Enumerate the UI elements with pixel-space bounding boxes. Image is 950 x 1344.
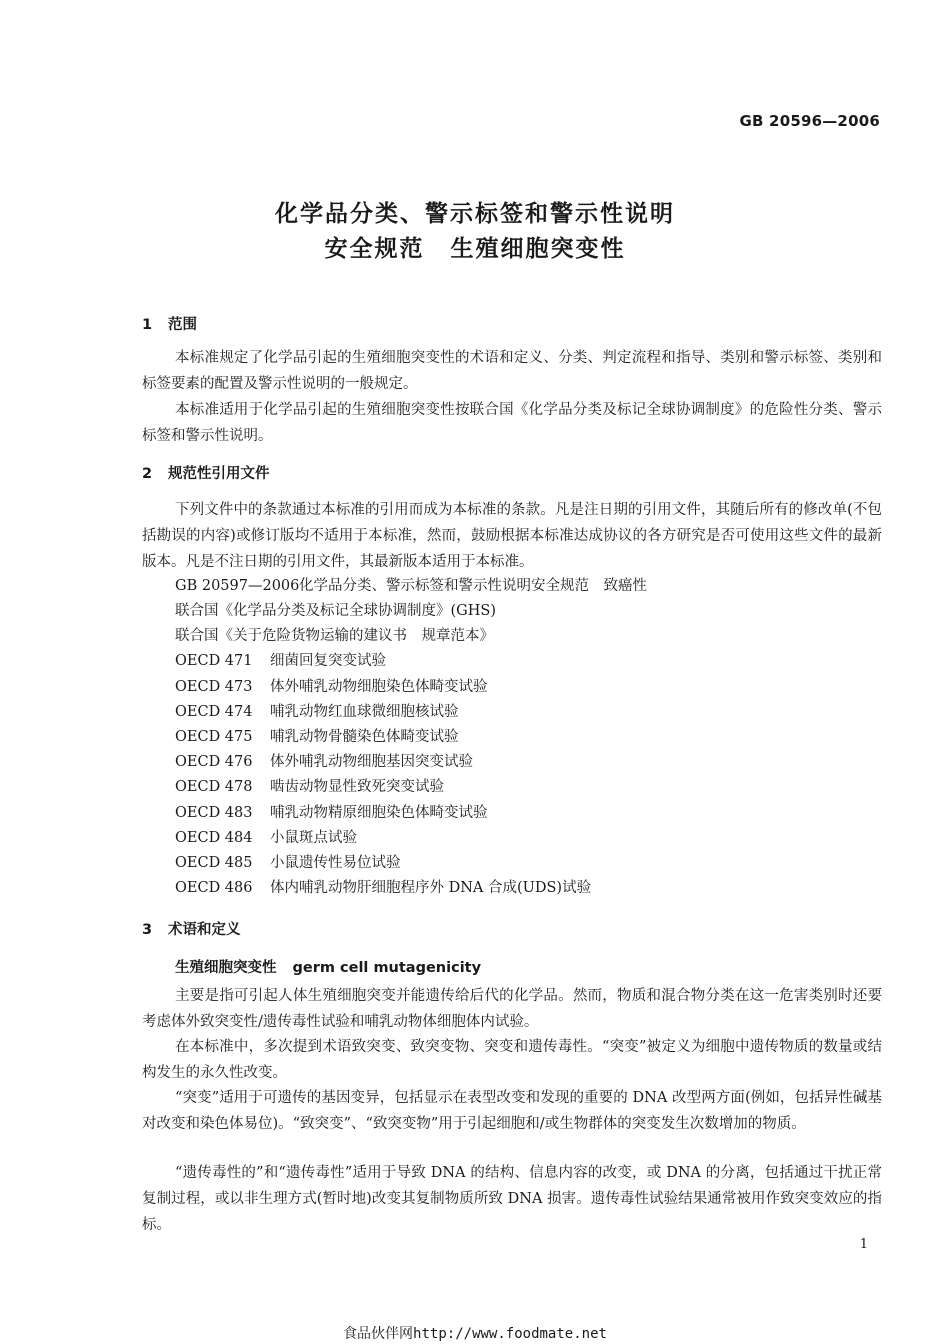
- reference-item: [175, 626, 494, 646]
- reference-item: [175, 702, 459, 722]
- reference-title: 哺乳动物红血球微细胞核试验: [270, 704, 459, 720]
- reference-code: OECD 484: [175, 830, 253, 846]
- page-number: 1: [859, 1237, 868, 1252]
- section-2-heading: [142, 462, 270, 483]
- section-1-paragraph-2: 本标准适用于化学品引起的生殖细胞突变性按联合国《化学品分类及标记全球协调制度》的危险性分类、警示标签和警示性说明。: [142, 402, 882, 444]
- reference-code: GB 20597—2006: [175, 578, 300, 594]
- section-title: 规范性引用文件: [168, 466, 270, 482]
- reference-item: [175, 803, 488, 823]
- reference-item: [175, 576, 647, 596]
- term-heading: [175, 956, 481, 977]
- reference-code: OECD 471: [175, 653, 253, 669]
- section-number: 2: [142, 466, 153, 482]
- section-1-paragraph-1: 本标准规定了化学品引起的生殖细胞突变性的术语和定义、分类、判定流程和指导、类别和警示标签、类别和标签要素的配置及警示性说明的一般规定。: [142, 350, 882, 392]
- section-3-paragraph-4: “遗传毒性的”和“遗传毒性”适用于导致 DNA 的结构、信息内容的改变，或 DNA 的分离，包括通过干扰正常复制过程，或以非生理方式(暂时地)改变其复制物质所致 DNA 损害。遗传毒性试验结果通常被用作致突变效应的指标。: [142, 1165, 882, 1233]
- reference-code: OECD 476: [175, 754, 253, 770]
- footer-watermark: 食品伙伴网http://www.foodmate.net: [343, 1326, 607, 1342]
- reference-title: 体内哺乳动物肝细胞程序外 DNA 合成(UDS)试验: [270, 880, 592, 896]
- reference-title: 化学品分类、警示标签和警示性说明安全规范 致癌性: [299, 578, 647, 594]
- reference-item: [175, 828, 357, 848]
- section-3-paragraph-1: 主要是指可引起人体生殖细胞突变并能遗传给后代的化学品。然而，物质和混合物分类在这一危害类别时还要考虑体外致突变性/遗传毒性试验和哺乳动物体细胞体内试验。: [142, 988, 882, 1030]
- reference-item: [175, 601, 496, 621]
- reference-title: 啮齿动物显性致死突变试验: [270, 779, 444, 795]
- reference-code: OECD 483: [175, 805, 253, 821]
- reference-title: 细菌回复突变试验: [270, 653, 386, 669]
- document-title-line1: 化学品分类、警示标签和警示性说明: [275, 201, 675, 227]
- term-english: germ cell mutagenicity: [292, 960, 482, 976]
- reference-title: 哺乳动物精原细胞染色体畸变试验: [270, 805, 488, 821]
- reference-code: OECD 475: [175, 729, 253, 745]
- term-chinese: 生殖细胞突变性: [175, 960, 277, 976]
- title-part-b: 生殖细胞突变性: [450, 236, 626, 262]
- document-title-line2: [0, 230, 950, 263]
- section-3-heading: [142, 918, 241, 939]
- reference-title: 体外哺乳动物细胞基因突变试验: [270, 754, 473, 770]
- reference-code: OECD 485: [175, 855, 253, 871]
- reference-item: [175, 727, 459, 747]
- reference-code: OECD 474: [175, 704, 253, 720]
- reference-title: 联合国《关于危险货物运输的建议书 规章范本》: [175, 628, 494, 644]
- reference-item: [175, 752, 473, 772]
- section-3-paragraph-3: “突变”适用于可遗传的基因变异，包括显示在表型改变和发现的重要的 DNA 改型两方面(例如，包括异性碱基对改变和染色体易位)。“致突变”、“致突变物”用于引起细胞和/或生物群体的突变发生次数增加的物质。: [142, 1090, 882, 1132]
- section-3-paragraph-2: 在本标准中，多次提到术语致突变、致突变物、突变和遗传毒性。“突变”被定义为细胞中遗传物质的数量或结构发生的永久性改变。: [142, 1039, 882, 1081]
- reference-item: [175, 677, 488, 697]
- reference-item: [175, 777, 444, 797]
- section-number: 3: [142, 922, 153, 938]
- reference-title: 联合国《化学品分类及标记全球协调制度》(GHS): [175, 603, 496, 619]
- reference-code: OECD 473: [175, 679, 253, 695]
- section-title: 范围: [168, 317, 197, 333]
- section-number: 1: [142, 317, 153, 333]
- reference-title: 哺乳动物骨髓染色体畸变试验: [270, 729, 459, 745]
- reference-code: OECD 486: [175, 880, 253, 896]
- title-part-a: 安全规范: [324, 236, 425, 262]
- reference-code: OECD 478: [175, 779, 253, 795]
- section-1-heading: [142, 313, 197, 334]
- reference-item: [175, 878, 591, 898]
- reference-title: 体外哺乳动物细胞染色体畸变试验: [270, 679, 488, 695]
- reference-item: [175, 651, 386, 671]
- reference-title: 小鼠遗传性易位试验: [270, 855, 401, 871]
- reference-title: 小鼠斑点试验: [270, 830, 357, 846]
- standard-code: GB 20596—2006: [739, 112, 880, 130]
- reference-item: [175, 853, 401, 873]
- section-title: 术语和定义: [168, 922, 241, 938]
- section-2-paragraph-1: 下列文件中的条款通过本标准的引用而成为本标准的条款。凡是注日期的引用文件，其随后所有的修改单(不包括勘误的内容)或修订版均不适用于本标准，然而，鼓励根据本标准达成协议的各方研究是否可使用这些文件的最新版本。凡是不注日期的引用文件，其最新版本适用于本标准。: [142, 502, 882, 570]
